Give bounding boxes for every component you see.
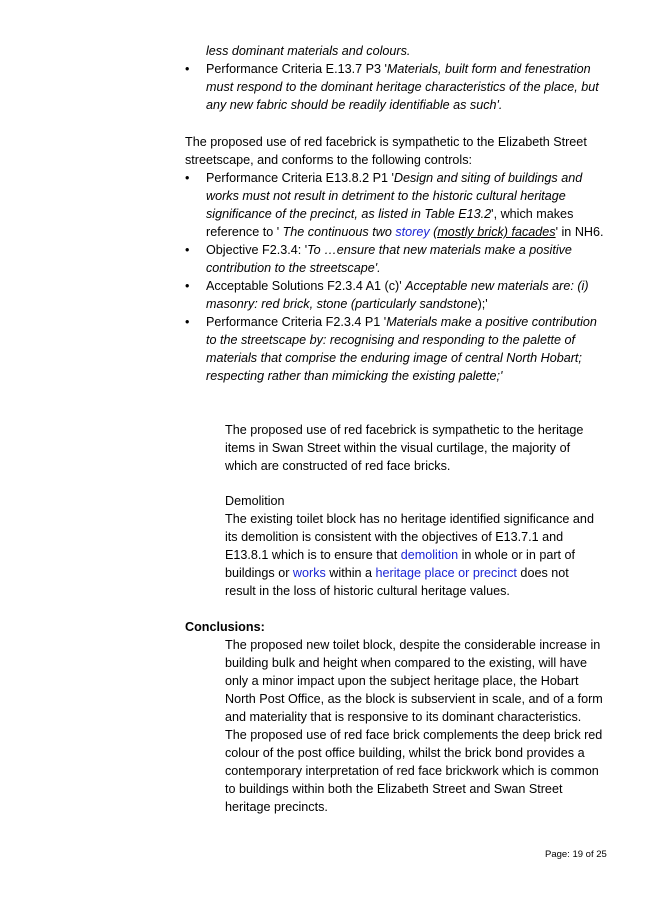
bullet-quote: Acceptable new materials are: (i) masonry: red brick, stone (particularly sandstone (206, 279, 589, 311)
demolition-heading: Demolition (225, 494, 285, 508)
swan-street-paragraph: The proposed use of red facebrick is sympathetic to the heritage items in Swan Street within the visual curtilage, the majority of which are constructed of red face bricks. (225, 423, 584, 473)
facebrick-section (185, 133, 605, 385)
heritage-place-link[interactable]: heritage place or precinct (375, 566, 517, 580)
works-link[interactable]: works (292, 566, 326, 580)
bullet-f234-p1 (185, 313, 605, 385)
facebrick-intro: The proposed use of red facebrick is sympathetic to the Elizabeth Street streetscape, and conforms to the following controls: (185, 135, 587, 167)
conclusions-heading: Conclusions: (185, 620, 265, 634)
top-bullet-list (185, 42, 605, 114)
bullet-e137-p3 (185, 60, 605, 114)
bullet-quote: Design and siting of buildings and works must not result in detriment to the historic cultural heritage significance of the precinct, as listed in Table E13.2 (206, 171, 583, 221)
demolition-link[interactable]: demolition (400, 548, 459, 562)
bullet-text: );' (477, 297, 488, 311)
bullet-f234-a1 (185, 277, 605, 313)
bullet-quote: Materials make a positive contribution to the streetscape by: recognising and responding to the palette of materials that comprise the enduring image of central North Hobart; respecting rather than mimicking the existing palette;' (206, 315, 597, 383)
facades-underlined: (mostly brick) facades (433, 225, 556, 239)
bullet-quote: Materials, built form and fenestration must respond to the dominant heritage characteristics of the place, but any new fabric should be readily identifiable as such'. (206, 62, 599, 112)
bullet-text: Acceptable Solutions F2.3.4 A1 (c)' (206, 279, 406, 293)
bullet-text: Performance Criteria E.13.7 P3 ' (206, 62, 387, 76)
demolition-text: in whole or in part of buildings or (225, 548, 576, 580)
demolition-text: within a (325, 566, 376, 580)
bullet-quote: The continuous two (279, 225, 396, 239)
demolition-text: The existing toilet block has no heritage identified significance and its demolition is consistent with the objectives of E13.7.1 and E13.8.1 which is to ensure that (225, 512, 594, 562)
storey-link[interactable]: storey (395, 225, 430, 239)
page-number: Page: 19 of 25 (545, 849, 607, 860)
demolition-text: does not result in the loss of historic cultural heritage values. (225, 566, 569, 598)
bullet-text: ' in NH6. (555, 225, 604, 239)
bullet-text: Objective F2.3.4: ' (206, 243, 308, 257)
bullet-continuation: less dominant materials and colours. (206, 44, 411, 58)
conclusions-paragraph: The proposed new toilet block, despite the considerable increase in building bulk and height when compared to the existing, will have only a minor impact upon the subject heritage place, the Hobart North Post Office, as the block is subservient in scale, and of a form and materiality that is responsive to its dominant characteristics. The proposed use of red face brick complements the deep brick red colour of the post office building, whilst the brick bond provides a contemporary interpretation of red face brickwork which is common to buildings within both the Elizabeth Street and Swan Street heritage precincts. (225, 638, 603, 814)
demolition-paragraph (225, 510, 603, 600)
bullet-text: Performance Criteria F2.3.4 P1 ' (206, 315, 387, 329)
bullet-text: Performance Criteria E13.8.2 P1 ' (206, 171, 394, 185)
swan-street-section (225, 421, 603, 475)
bullet-objective-f234 (185, 241, 605, 277)
bullet-e1382-p1 (185, 169, 605, 241)
bullet-quote: To …ensure that new materials make a positive contribution to the streetscape'. (206, 243, 572, 275)
demolition-section (225, 492, 603, 600)
conclusions-section (225, 636, 603, 816)
bullet-text: ', which makes reference to ' (206, 207, 574, 239)
